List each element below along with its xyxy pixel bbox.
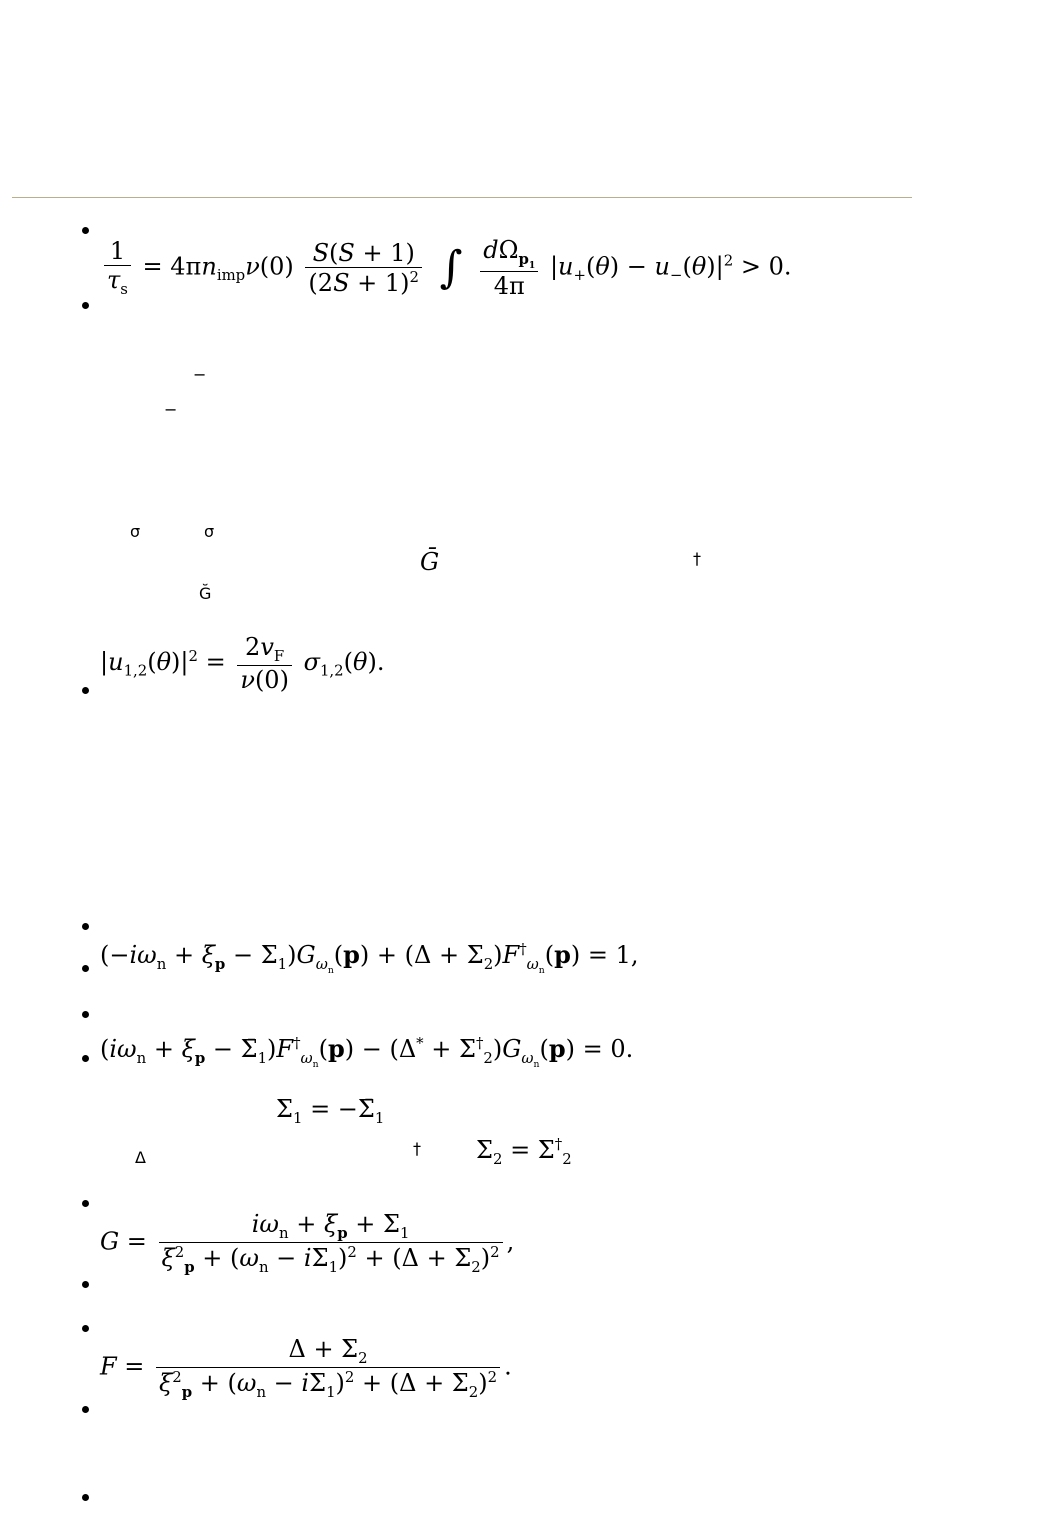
list-bullet — [82, 1406, 89, 1413]
list-bullet — [82, 1055, 89, 1062]
dagger-glyph: † — [413, 1139, 421, 1158]
list-bullet — [82, 923, 89, 930]
list-bullet — [82, 302, 89, 309]
list-bullet — [82, 1325, 89, 1332]
g-check-glyph: Ğ — [199, 584, 212, 603]
list-bullet — [82, 1281, 89, 1288]
equation-sigma2: $\Sigma_2 = \Sigma^\dagger_2$ — [476, 1135, 572, 1168]
list-bullet — [82, 1494, 89, 1501]
equation-sigma1: $\Sigma_1$ = $-\Sigmā_1$ — [276, 1095, 385, 1127]
equation-tau-s: $\frac{1}{\tau_s}$ = $4\pi n_{imp}\nu(0)$ $\frac{S(S + 1)}{(2S + 1)^2}$ ∫ $\frac{d\Omega_{p_1}}{4\pi}$ $|u_+(\theta) - u_-(\theta)|^2 > 0$. — [100, 236, 791, 300]
equation-gorkov-1: $(-i\omega_n + \xi_p - \Sigma_1)G_{\omega_n}(p) + (\Delta + \Sigma_2)F^\dagger_{\omega_n}(p) = 1$, — [100, 940, 639, 976]
delta-glyph: Δ — [135, 1148, 146, 1167]
horizontal-rule — [12, 197, 912, 198]
list-bullet — [82, 965, 89, 972]
minus-glyph: − — [164, 400, 178, 419]
equation-g: G = $\frac{i\omega_n + \xi_p + \Sigma_1}{\xi^2_p + (\omega_n - i\Sigma_1)^2 + (\Delta + \Sigma_2)^2}$ , — [100, 1210, 515, 1276]
list-bullet — [82, 1011, 89, 1018]
sigma-glyph: σ — [130, 522, 141, 541]
g-bar-glyph: Ḡ — [420, 548, 440, 576]
list-bullet — [82, 1200, 89, 1207]
equation-u12: $|u_{1,2}(\theta)|^2$ = $\frac{2v_F}{\nu(0)}$ $\sigma_{1,2}(\theta)$. — [100, 633, 385, 694]
list-bullet — [82, 227, 89, 234]
list-bullet — [82, 687, 89, 694]
minus-glyph: − — [193, 365, 207, 384]
sigma-glyph: σ — [204, 522, 215, 541]
equation-gorkov-2: ($i\omega_n + \xi_p$ − $\Sigmā_1)F^\dagger_{\omega_n}(p) - (\Delta^* + \Sigma^\dagger_2)G_{\omega_n}(p) = 0$. — [100, 1034, 634, 1070]
dagger-glyph: † — [693, 549, 701, 568]
equation-f: F = $\frac{\Delta + \Sigma_2}{\xi^2_p + (\omega_n - i\Sigma_1)^2 + (\Delta + \Sigma_2)^2}$ . — [100, 1335, 512, 1401]
